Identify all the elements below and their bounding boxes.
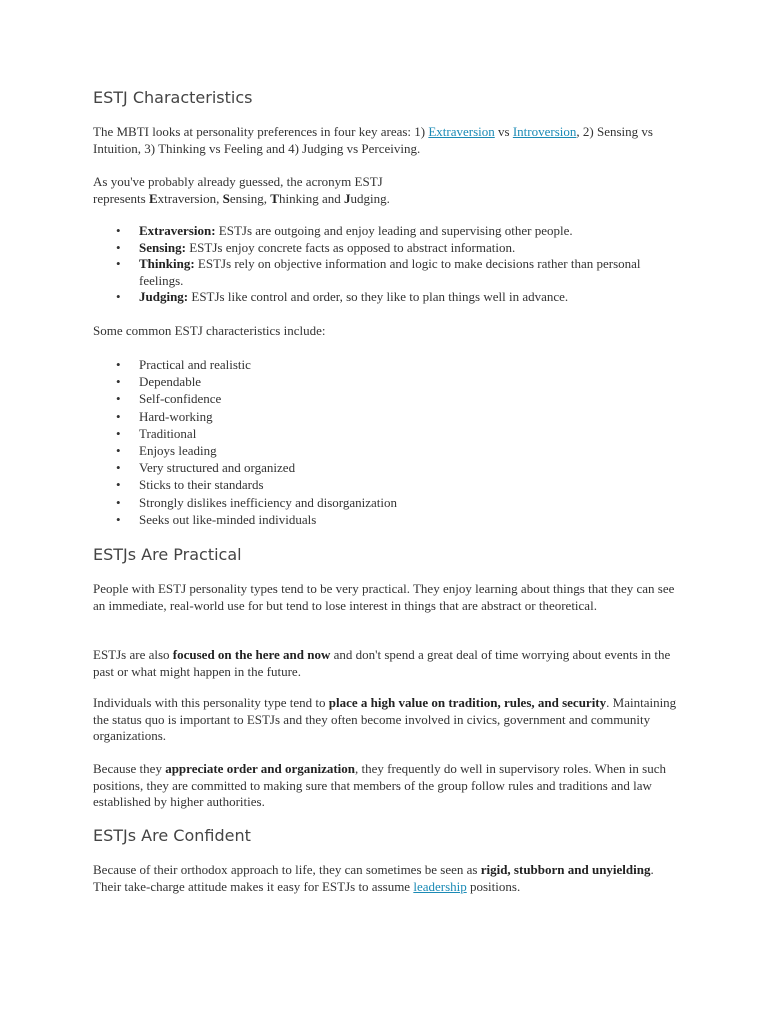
link-introversion[interactable]: Introversion [512, 124, 577, 139]
bullet-icon: • [116, 494, 121, 510]
list-item: • Seeks out like-minded individuals [116, 511, 317, 527]
bullet-icon: • [116, 289, 121, 304]
heading-estj-characteristics: ESTJ Characteristics [93, 88, 253, 107]
list-item: • Sensing: ESTJs enjoy concrete facts as opposed to abstract information. [116, 239, 516, 255]
link-extraversion[interactable]: Extraversion [428, 124, 495, 139]
intro-paragraph: The MBTI looks at personality preferences in four key areas: 1) Extraversion vs Introversion, 2) Sensing vs Intuition, 3) Thinking vs Feeling and 4) Judging vs Perceiving. [93, 124, 653, 156]
bullet-icon: • [116, 223, 121, 238]
bullet-icon: • [116, 511, 121, 527]
practical-paragraph-3: Individuals with this personality type tend to place a high value on tradition, rules, and security. Maintaining the status quo is important to ESTJs and they often become involved in civics, government and community organizations. [93, 695, 677, 743]
list-item: • Judging: ESTJs like control and order, so they like to plan things well in advance. [116, 289, 569, 304]
list-item: • Dependable [116, 374, 202, 390]
confident-paragraph-1: Because of their orthodox approach to life, they can sometimes be seen as rigid, stubborn and unyielding. Their take-charge attitude makes it easy for ESTJs to assume leadership positions. [93, 862, 654, 894]
list-item: • Extraversion: ESTJs are outgoing and enjoy leading and supervising other people. [116, 223, 573, 238]
heading-estjs-are-practical: ESTJs Are Practical [93, 545, 242, 564]
bullet-icon: • [116, 477, 121, 493]
list-item: • Self-confidence [116, 391, 222, 407]
bullet-icon: • [116, 408, 121, 424]
heading-estjs-are-confident: ESTJs Are Confident [93, 826, 251, 845]
list-item: • Traditional [116, 425, 197, 441]
list-item: • Enjoys leading [116, 442, 217, 458]
list-item: • Practical and realistic [116, 357, 251, 372]
list-item: • Strongly dislikes inefficiency and disorganization [116, 494, 398, 510]
list-item: • Sticks to their standards [116, 477, 264, 493]
bullet-icon: • [116, 425, 121, 441]
bullet-icon: • [116, 391, 121, 407]
link-leadership[interactable]: leadership [413, 878, 467, 894]
traits-list [93, 223, 683, 306]
bullet-icon: • [116, 256, 121, 271]
bullet-icon: • [116, 374, 121, 390]
list-item: • Very structured and organized [116, 460, 296, 476]
list-item: • Thinking: ESTJs rely on objective information and logic to make decisions rather than personal feelings. [116, 256, 641, 288]
common-characteristics-intro: Some common ESTJ characteristics include: [93, 323, 326, 338]
bullet-icon: • [116, 239, 121, 255]
acronym-paragraph: As you've probably already guessed, the acronym ESTJ represents Extraversion, Sensing, Thinking and Judging. [93, 174, 390, 206]
practical-paragraph-2: ESTJs are also focused on the here and now and don't spend a great deal of time worrying about events in the past or what might happen in the future. [93, 647, 671, 679]
practical-paragraph-4: Because they appreciate order and organization, they frequently do well in supervisory roles. When in such positions, they are committed to making sure that members of the group follow rules and traditions and law established by higher authorities. [93, 761, 667, 809]
practical-paragraph-1: People with ESTJ personality types tend to be very practical. They enjoy learning about things that they can see an immediate, real-world use for but tend to lose interest in things that are abstract or theoretical. [93, 581, 675, 613]
characteristics-list [93, 357, 683, 529]
bullet-icon: • [116, 357, 121, 372]
bullet-icon: • [116, 442, 121, 458]
bullet-icon: • [116, 460, 121, 476]
list-item: • Hard-working [116, 408, 213, 424]
